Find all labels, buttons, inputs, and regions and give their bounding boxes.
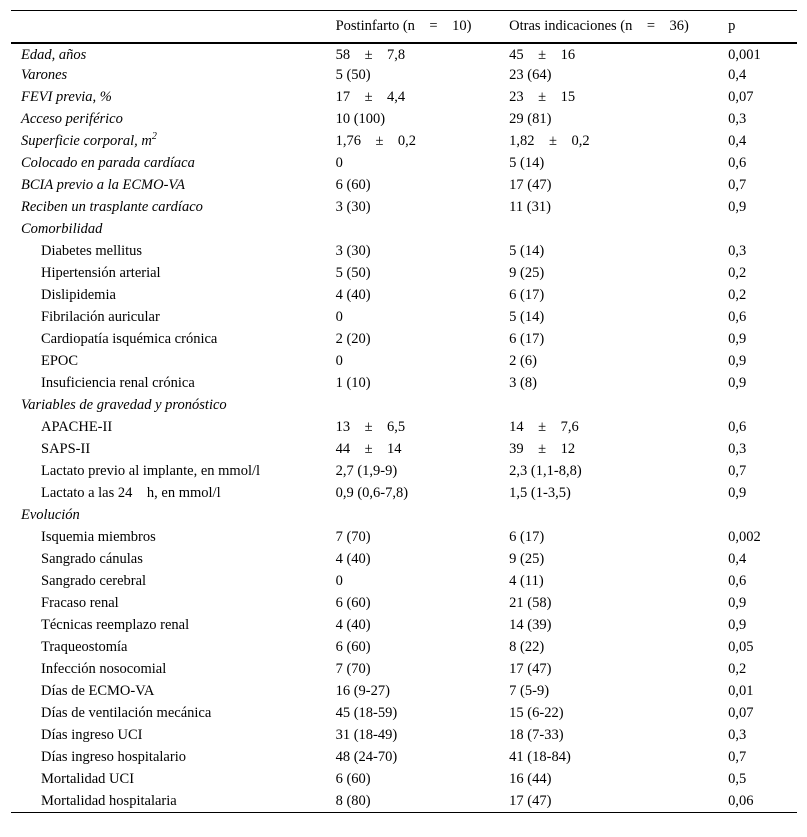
- row-label: [11, 769, 336, 791]
- value-p: 0,2: [728, 287, 747, 303]
- value-postinfarto: 10 (100): [335, 111, 386, 127]
- table-row: [11, 747, 797, 769]
- value-p: 0,9: [728, 331, 747, 347]
- value-postinfarto: 2 (20): [335, 331, 371, 347]
- row-label-text: Días ingreso UCI: [41, 727, 143, 743]
- row-label-text: FEVI previa, %: [21, 89, 112, 105]
- table-row: [11, 329, 797, 351]
- row-label-text: Técnicas reemplazo renal: [41, 617, 190, 633]
- value-postinfarto: [336, 395, 510, 417]
- value-postinfarto: [336, 219, 510, 241]
- row-label: [11, 307, 336, 329]
- row-label-text: Días ingreso hospitalario: [41, 749, 186, 765]
- value-p: 0,6: [728, 573, 747, 589]
- value-postinfarto: 0: [335, 353, 343, 369]
- header-p-value: p: [728, 11, 797, 43]
- table-row: [11, 593, 797, 615]
- table-row: [11, 395, 797, 417]
- row-label: [11, 527, 336, 549]
- row-label-superscript: 2: [151, 131, 157, 143]
- row-label-text: Dislipidemia: [41, 287, 116, 303]
- row-label-text: Comorbilidad: [21, 221, 103, 237]
- value-otras-indicaciones: 39 ± 12: [509, 441, 576, 457]
- row-label-text: Días de ventilación mecánica: [41, 705, 212, 721]
- row-label-text: Sangrado cánulas: [41, 551, 143, 567]
- value-otras-indicaciones: 5 (14): [509, 155, 545, 171]
- value-postinfarto: 17 ± 4,4: [335, 89, 406, 105]
- table-row: [11, 197, 797, 219]
- value-p: 0,001: [728, 46, 761, 63]
- table-row: [11, 109, 797, 131]
- row-label-text: Mortalidad hospitalaria: [41, 792, 177, 809]
- value-otras-indicaciones: 17 (47): [509, 177, 552, 193]
- value-p: 0,6: [728, 419, 747, 435]
- value-p: 0,9: [728, 353, 747, 369]
- value-p: 0,7: [728, 749, 747, 765]
- value-postinfarto: 3 (30): [335, 243, 371, 259]
- table-row: [11, 417, 797, 439]
- row-label-text: Fibrilación auricular: [41, 309, 160, 325]
- table-row: [11, 461, 797, 483]
- value-postinfarto: 3 (30): [335, 199, 371, 215]
- value-postinfarto: [336, 505, 510, 527]
- table-row: [11, 285, 797, 307]
- value-postinfarto: 5 (50): [335, 265, 371, 281]
- value-p: 0,05: [728, 639, 754, 655]
- table-row: [11, 549, 797, 571]
- value-p: 0,9: [728, 375, 747, 391]
- row-label-text: Varones: [21, 67, 68, 83]
- data-table-container: [11, 10, 797, 813]
- value-postinfarto: 1 (10): [335, 375, 371, 391]
- table-row: [11, 241, 797, 263]
- table-row: [11, 725, 797, 747]
- value-p: 0,9: [728, 595, 747, 611]
- table-row: [11, 527, 797, 549]
- row-label: [11, 505, 336, 527]
- row-label-text: SAPS-II: [41, 441, 91, 457]
- value-postinfarto: 16 (9-27): [335, 683, 390, 699]
- value-otras-indicaciones: 5 (14): [509, 309, 545, 325]
- value-postinfarto: 31 (18-49): [335, 727, 398, 743]
- table-row: [11, 681, 797, 703]
- table-row: [11, 505, 797, 527]
- header-postinfarto: Postinfarto (n = 10): [336, 11, 510, 43]
- value-p: 0,3: [728, 441, 747, 457]
- row-label: [11, 549, 336, 571]
- row-label-text: Isquemia miembros: [41, 529, 156, 545]
- value-otras-indicaciones: 17 (47): [509, 661, 552, 677]
- row-label-text: Edad, años: [21, 46, 87, 63]
- value-postinfarto: 7 (70): [335, 661, 371, 677]
- value-postinfarto: 58 ± 7,8: [335, 46, 406, 63]
- row-label-text: Hipertensión arterial: [41, 265, 161, 281]
- row-label-text: Lactato previo al implante, en mmol/l: [41, 463, 261, 479]
- value-otras-indicaciones: 6 (17): [509, 529, 545, 545]
- table-row: [11, 791, 797, 813]
- value-otras-indicaciones: 14 ± 7,6: [509, 419, 579, 435]
- row-label: [11, 219, 336, 241]
- value-postinfarto: 7 (70): [335, 529, 371, 545]
- row-label-text: Traqueostomía: [41, 639, 128, 655]
- row-label-text: Sangrado cerebral: [41, 573, 147, 589]
- row-label: [11, 791, 336, 813]
- table-row: [11, 637, 797, 659]
- value-otras-indicaciones: 18 (7-33): [509, 727, 564, 743]
- value-p: 0,3: [728, 243, 747, 259]
- table-row: [11, 153, 797, 175]
- header-row: [11, 11, 797, 43]
- row-label: [11, 285, 336, 307]
- row-label-text: Mortalidad UCI: [41, 771, 135, 787]
- row-label: [11, 659, 336, 681]
- row-label: [11, 131, 336, 153]
- value-postinfarto: 8 (80): [336, 791, 510, 813]
- value-otras-indicaciones: 3 (8): [509, 375, 537, 391]
- value-otras-indicaciones: 23 (64): [509, 67, 552, 83]
- value-postinfarto: 0,9 (0,6-7,8): [335, 485, 409, 501]
- table-row: [11, 219, 797, 241]
- table-row: [11, 307, 797, 329]
- value-p: 0,6: [728, 155, 747, 171]
- table-row: [11, 439, 797, 461]
- value-otras-indicaciones: 9 (25): [509, 551, 545, 567]
- table-row: [11, 43, 797, 65]
- value-otras-indicaciones: 1,5 (1-3,5): [509, 485, 571, 501]
- value-otras-indicaciones: 1,82 ± 0,2: [509, 133, 590, 149]
- row-label-text: Colocado en parada cardíaca: [21, 155, 195, 171]
- value-otras-indicaciones: 41 (18-84): [509, 749, 571, 765]
- row-label: [11, 153, 336, 175]
- table-header: [11, 11, 797, 43]
- value-p: 0,3: [728, 727, 747, 743]
- value-p: 0,7: [728, 463, 747, 479]
- value-otras-indicaciones: 21 (58): [509, 595, 552, 611]
- value-postinfarto: 45 (18-59): [335, 705, 398, 721]
- value-p: 0,9: [728, 617, 747, 633]
- table-row: [11, 263, 797, 285]
- value-postinfarto: 6 (60): [335, 595, 371, 611]
- row-label: [11, 395, 336, 417]
- value-postinfarto: 5 (50): [335, 67, 371, 83]
- row-label: [11, 43, 336, 65]
- row-label: [11, 65, 336, 87]
- comparison-table: [11, 10, 797, 813]
- table-row: [11, 131, 797, 153]
- value-otras-indicaciones: [509, 219, 728, 241]
- row-label: [11, 241, 336, 263]
- row-label-text: Diabetes mellitus: [41, 243, 143, 259]
- value-otras-indicaciones: 2,3 (1,1-8,8): [509, 463, 582, 479]
- row-label-text: Variables de gravedad y pronóstico: [21, 397, 227, 413]
- value-p: 0,002: [728, 529, 761, 545]
- table-row: [11, 703, 797, 725]
- value-postinfarto: 13 ± 6,5: [335, 419, 406, 435]
- header-label-column: [11, 11, 336, 43]
- table-row: [11, 175, 797, 197]
- row-label: [11, 263, 336, 285]
- row-label-text: Superficie corporal, m: [21, 133, 152, 149]
- header-otras-indicaciones: Otras indicaciones (n = 36): [509, 11, 728, 43]
- row-label-text: EPOC: [41, 353, 79, 369]
- row-label: [11, 87, 336, 109]
- row-label-text: APACHE-II: [41, 419, 113, 435]
- row-label-text: Insuficiencia renal crónica: [41, 375, 195, 391]
- row-label: [11, 439, 336, 461]
- value-otras-indicaciones: 16 (44): [509, 771, 552, 787]
- value-p: 0,9: [728, 485, 747, 501]
- row-label-text: Días de ECMO-VA: [41, 683, 155, 699]
- row-label: [11, 351, 336, 373]
- value-otras-indicaciones: [509, 505, 728, 527]
- row-label: [11, 417, 336, 439]
- table-row: [11, 571, 797, 593]
- value-postinfarto: 44 ± 14: [335, 441, 402, 457]
- value-p: 0,01: [728, 683, 754, 699]
- value-otras-indicaciones: 14 (39): [509, 617, 552, 633]
- row-label: [11, 725, 336, 747]
- table-row: [11, 87, 797, 109]
- value-p: 0,9: [728, 199, 747, 215]
- value-p: 0,3: [728, 111, 747, 127]
- row-label: [11, 681, 336, 703]
- value-postinfarto: 0: [335, 573, 343, 589]
- value-p: [728, 219, 797, 241]
- row-label: [11, 175, 336, 197]
- table-row: [11, 373, 797, 395]
- row-label: [11, 197, 336, 219]
- table-row: [11, 769, 797, 791]
- row-label: [11, 329, 336, 351]
- value-otras-indicaciones: 15 (6-22): [509, 705, 564, 721]
- value-p: 0,5: [728, 771, 747, 787]
- row-label: [11, 615, 336, 637]
- row-label-text: BCIA previo a la ECMO-VA: [21, 177, 186, 193]
- value-otras-indicaciones: 2 (6): [509, 353, 537, 369]
- value-p: 0,06: [728, 791, 797, 813]
- row-label: [11, 571, 336, 593]
- value-postinfarto: 4 (40): [335, 551, 371, 567]
- table-row: [11, 615, 797, 637]
- row-label-text: Lactato a las 24 h, en mmol/l: [41, 485, 221, 501]
- row-label-text: Acceso periférico: [21, 111, 123, 127]
- row-label: [11, 373, 336, 395]
- table-row: [11, 483, 797, 505]
- value-p: [728, 395, 797, 417]
- value-p: 0,07: [728, 705, 754, 721]
- value-postinfarto: 2,7 (1,9-9): [335, 463, 398, 479]
- value-postinfarto: 6 (60): [335, 639, 371, 655]
- value-p: 0,6: [728, 309, 747, 325]
- value-otras-indicaciones: 23 ± 15: [509, 89, 576, 105]
- value-postinfarto: 0: [335, 309, 343, 325]
- value-otras-indicaciones: 7 (5-9): [509, 683, 550, 699]
- row-label-text: Cardiopatía isquémica crónica: [41, 331, 218, 347]
- value-p: 0,2: [728, 265, 747, 281]
- value-otras-indicaciones: 4 (11): [509, 573, 544, 589]
- value-otras-indicaciones: 6 (17): [509, 287, 545, 303]
- value-postinfarto: 4 (40): [335, 617, 371, 633]
- value-postinfarto: 6 (60): [335, 771, 371, 787]
- value-otras-indicaciones: 11 (31): [509, 199, 551, 215]
- value-otras-indicaciones: [509, 395, 728, 417]
- table-row: [11, 659, 797, 681]
- row-label-text: Fracaso renal: [41, 595, 119, 611]
- row-label: [11, 637, 336, 659]
- value-otras-indicaciones: 8 (22): [509, 639, 545, 655]
- value-p: [728, 505, 797, 527]
- table-row: [11, 351, 797, 373]
- row-label: [11, 703, 336, 725]
- value-otras-indicaciones: 6 (17): [509, 331, 545, 347]
- value-p: 0,07: [728, 89, 754, 105]
- row-label: [11, 747, 336, 769]
- value-p: 0,4: [728, 67, 747, 83]
- value-postinfarto: 1,76 ± 0,2: [335, 133, 417, 149]
- row-label-text: Infección nosocomial: [41, 661, 167, 677]
- table-body: [11, 43, 797, 813]
- value-p: 0,4: [728, 133, 747, 149]
- value-otras-indicaciones: 17 (47): [509, 791, 728, 813]
- value-postinfarto: 6 (60): [335, 177, 371, 193]
- value-p: 0,7: [728, 177, 747, 193]
- row-label: [11, 109, 336, 131]
- row-label: [11, 461, 336, 483]
- value-otras-indicaciones: 29 (81): [509, 111, 552, 127]
- value-otras-indicaciones: 9 (25): [509, 265, 545, 281]
- row-label-text: Reciben un trasplante cardíaco: [21, 199, 203, 215]
- table-row: [11, 65, 797, 87]
- value-p: 0,4: [728, 551, 747, 567]
- value-otras-indicaciones: 5 (14): [509, 243, 545, 259]
- value-p: 0,2: [728, 661, 747, 677]
- row-label: [11, 593, 336, 615]
- value-otras-indicaciones: 45 ± 16: [509, 46, 576, 63]
- value-postinfarto: 48 (24-70): [335, 749, 398, 765]
- value-postinfarto: 4 (40): [335, 287, 371, 303]
- value-postinfarto: 0: [335, 155, 343, 171]
- row-label: [11, 483, 336, 505]
- row-label-text: Evolución: [21, 507, 80, 523]
